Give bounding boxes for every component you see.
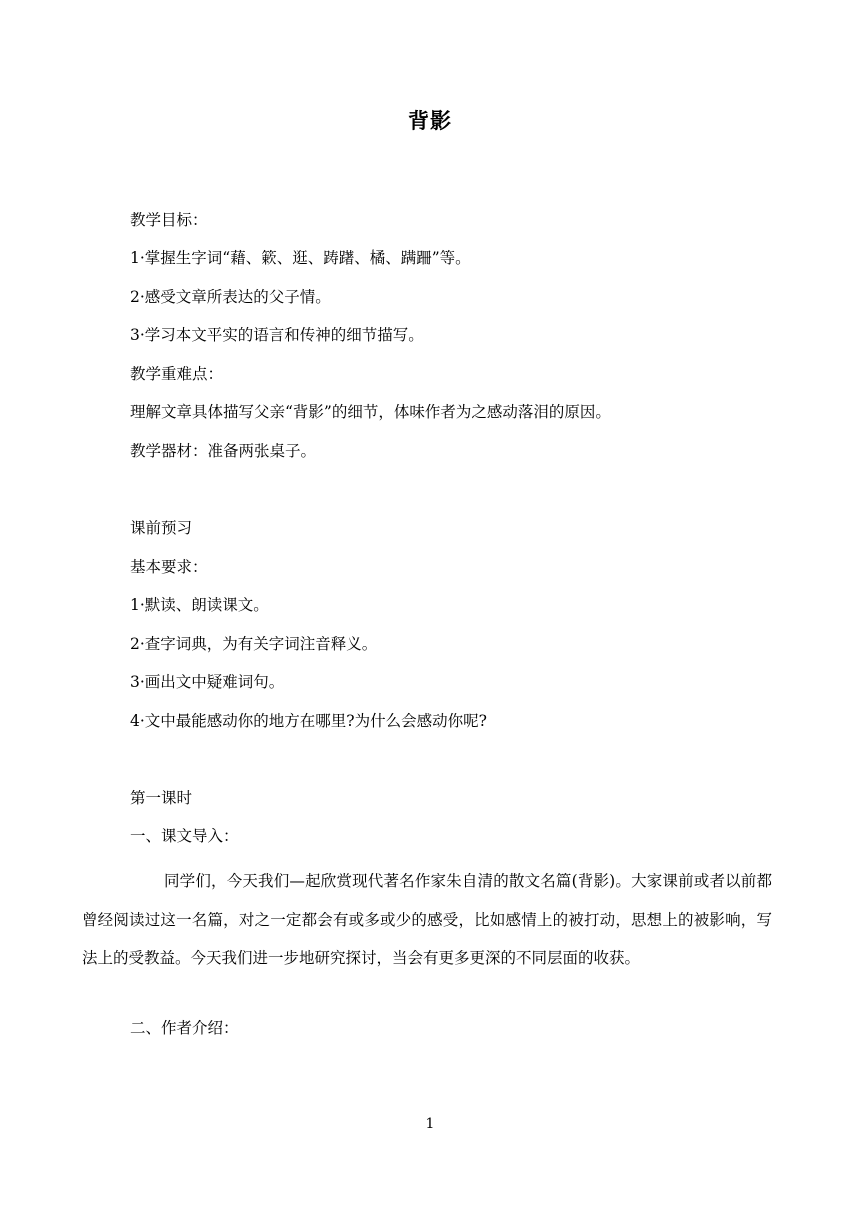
intro-paragraph: 同学们，今天我们—起欣赏现代著名作家朱自清的散文名篇(背影)。大家课前或者以前都曾经阅读过这一名篇，对之一定都会有或多或少的感受，比如感情上的被打动，思想上的被影响，写法上的受教益。今天我们进一步地研究探讨，当会有更多更深的不同层面的收获。 <box>82 872 772 967</box>
goal-item-3: 3·学习本文平实的语言和传神的细节描写。 <box>130 326 424 344</box>
first-lesson-heading: 第一课时 <box>130 789 193 807</box>
teaching-materials-line: 教学器材：准备两张桌子。 <box>130 442 317 460</box>
document-title: 背影 <box>408 109 452 133</box>
author-intro-heading: 二、作者介绍： <box>130 1019 239 1037</box>
preview-heading: 课前预习 <box>130 519 193 537</box>
basic-requirements-heading: 基本要求： <box>130 558 208 576</box>
requirement-item-2: 2·查字词典，为有关字词注音释义。 <box>130 635 378 653</box>
page-number: 1 <box>425 1116 435 1132</box>
key-difficulties-text: 理解文章具体描写父亲“背影”的细节，体味作者为之感动落泪的原因。 <box>130 403 611 421</box>
requirement-item-3: 3·画出文中疑难词句。 <box>130 673 285 691</box>
goal-item-2: 2·感受文章所表达的父子情。 <box>130 288 331 306</box>
requirement-item-1: 1·默读、朗读课文。 <box>130 596 269 614</box>
requirement-item-4: 4·文中最能感动你的地方在哪里?为什么会感动你呢? <box>130 712 487 730</box>
teaching-goals-heading: 教学目标： <box>130 211 208 229</box>
goal-item-1: 1·掌握生字词“藉、簌、逛、踌躇、橘、蹒跚”等。 <box>130 249 471 267</box>
key-difficulties-heading: 教学重难点： <box>130 365 224 383</box>
lesson-intro-heading: 一、课文导入： <box>130 827 239 845</box>
